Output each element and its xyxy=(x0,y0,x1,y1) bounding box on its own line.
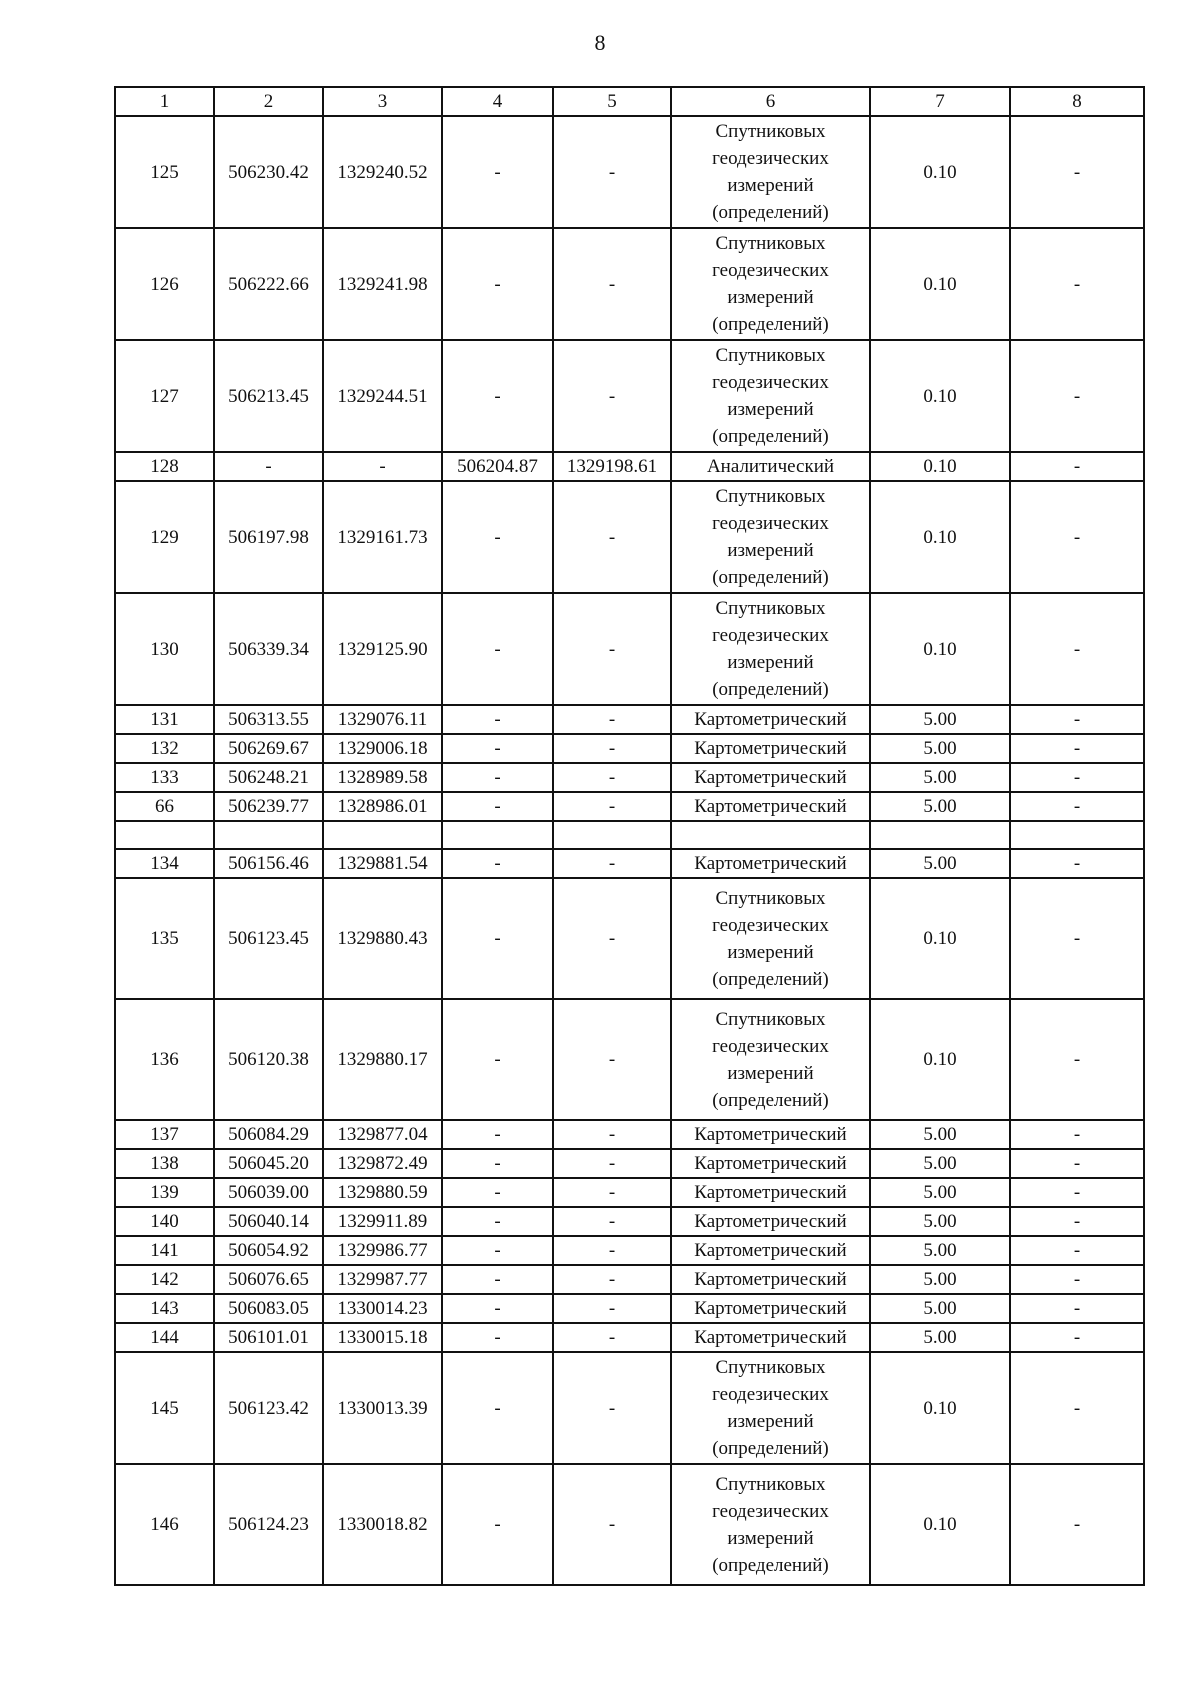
table-row xyxy=(115,734,1144,763)
cell-note: - xyxy=(1010,849,1144,878)
column-header: 6 xyxy=(671,87,870,116)
cell-accuracy: 5.00 xyxy=(870,1149,1010,1178)
cell-new-coord-y: - xyxy=(553,705,671,734)
table-row xyxy=(115,1120,1144,1149)
cell-coord-x: 506269.67 xyxy=(214,734,323,763)
cell-coord-y: 1330013.39 xyxy=(323,1352,442,1464)
cell-accuracy: 5.00 xyxy=(870,734,1010,763)
column-header: 3 xyxy=(323,87,442,116)
cell-new-coord-x: - xyxy=(442,1352,553,1464)
cell-note: - xyxy=(1010,792,1144,821)
cell-new-coord-x: 506204.87 xyxy=(442,452,553,481)
cell-new-coord-y: 1329198.61 xyxy=(553,452,671,481)
cell-accuracy: 5.00 xyxy=(870,792,1010,821)
cell-coord-x: 506101.01 xyxy=(214,1323,323,1352)
cell-accuracy: 5.00 xyxy=(870,763,1010,792)
cell-method: Картометрический xyxy=(671,1323,870,1352)
cell-new-coord-y: - xyxy=(553,1352,671,1464)
cell-method xyxy=(671,821,870,849)
cell-new-coord-x: - xyxy=(442,1149,553,1178)
cell-new-coord-x: - xyxy=(442,1464,553,1585)
column-header: 8 xyxy=(1010,87,1144,116)
table-row xyxy=(115,452,1144,481)
cell-coord-x: 506339.34 xyxy=(214,593,323,705)
table-row xyxy=(115,1236,1144,1265)
cell-note: - xyxy=(1010,1352,1144,1464)
cell-accuracy: 5.00 xyxy=(870,1120,1010,1149)
cell-new-coord-y: - xyxy=(553,734,671,763)
table-row xyxy=(115,1294,1144,1323)
cell-coord-y: 1329880.43 xyxy=(323,878,442,999)
cell-point-number: 140 xyxy=(115,1207,214,1236)
column-header: 4 xyxy=(442,87,553,116)
cell-coord-y: 1328986.01 xyxy=(323,792,442,821)
cell-method: Картометрический xyxy=(671,1265,870,1294)
cell-new-coord-y: - xyxy=(553,1178,671,1207)
cell-point-number: 130 xyxy=(115,593,214,705)
cell-method: Картометрический xyxy=(671,1178,870,1207)
cell-note: - xyxy=(1010,116,1144,228)
cell-coord-x: 506230.42 xyxy=(214,116,323,228)
cell-coord-y xyxy=(323,821,442,849)
cell-note: - xyxy=(1010,878,1144,999)
table-row xyxy=(115,1149,1144,1178)
cell-accuracy: 0.10 xyxy=(870,878,1010,999)
cell-coord-y: 1328989.58 xyxy=(323,763,442,792)
cell-new-coord-x: - xyxy=(442,481,553,593)
cell-new-coord-x: - xyxy=(442,999,553,1120)
cell-new-coord-x: - xyxy=(442,792,553,821)
table-row xyxy=(115,1207,1144,1236)
page-number: 8 xyxy=(594,30,606,55)
cell-new-coord-x: - xyxy=(442,849,553,878)
cell-coord-y: 1329161.73 xyxy=(323,481,442,593)
table-row xyxy=(115,228,1144,340)
cell-new-coord-x: - xyxy=(442,1178,553,1207)
table-row xyxy=(115,481,1144,593)
cell-coord-x: 506123.42 xyxy=(214,1352,323,1464)
cell-coord-y: 1329987.77 xyxy=(323,1265,442,1294)
cell-point-number: 141 xyxy=(115,1236,214,1265)
cell-note: - xyxy=(1010,734,1144,763)
cell-coord-x: 506313.55 xyxy=(214,705,323,734)
table-row xyxy=(115,116,1144,228)
cell-new-coord-x: - xyxy=(442,1120,553,1149)
cell-coord-y: 1329241.98 xyxy=(323,228,442,340)
cell-note: - xyxy=(1010,340,1144,452)
cell-method: Спутниковых геодезических измерений (определений) xyxy=(671,116,870,228)
cell-point-number: 66 xyxy=(115,792,214,821)
cell-new-coord-y: - xyxy=(553,1265,671,1294)
cell-new-coord-y: - xyxy=(553,340,671,452)
cell-point-number: 137 xyxy=(115,1120,214,1149)
cell-accuracy: 0.10 xyxy=(870,593,1010,705)
cell-new-coord-y: - xyxy=(553,849,671,878)
cell-method: Спутниковых геодезических измерений (определений) xyxy=(671,999,870,1120)
cell-method: Аналитический xyxy=(671,452,870,481)
cell-note: - xyxy=(1010,1236,1144,1265)
cell-new-coord-x: - xyxy=(442,228,553,340)
table-row xyxy=(115,1178,1144,1207)
cell-coord-y: 1330018.82 xyxy=(323,1464,442,1585)
cell-note: - xyxy=(1010,1120,1144,1149)
cell-point-number: 144 xyxy=(115,1323,214,1352)
column-header: 1 xyxy=(115,87,214,116)
cell-accuracy: 5.00 xyxy=(870,1236,1010,1265)
cell-point-number: 136 xyxy=(115,999,214,1120)
cell-accuracy: 0.10 xyxy=(870,228,1010,340)
cell-note: - xyxy=(1010,705,1144,734)
cell-new-coord-x: - xyxy=(442,1294,553,1323)
cell-new-coord-x xyxy=(442,821,553,849)
cell-coord-y: 1329006.18 xyxy=(323,734,442,763)
cell-new-coord-x: - xyxy=(442,705,553,734)
cell-point-number: 132 xyxy=(115,734,214,763)
cell-point-number: 142 xyxy=(115,1265,214,1294)
cell-coord-x: 506197.98 xyxy=(214,481,323,593)
cell-method: Спутниковых геодезических измерений (определений) xyxy=(671,878,870,999)
cell-coord-x: 506120.38 xyxy=(214,999,323,1120)
table-row xyxy=(115,878,1144,999)
table-row xyxy=(115,705,1144,734)
cell-note: - xyxy=(1010,1464,1144,1585)
cell-note: - xyxy=(1010,999,1144,1120)
cell-point-number: 143 xyxy=(115,1294,214,1323)
table-row xyxy=(115,1352,1144,1464)
cell-accuracy: 0.10 xyxy=(870,340,1010,452)
cell-new-coord-y: - xyxy=(553,228,671,340)
cell-method: Спутниковых геодезических измерений (определений) xyxy=(671,228,870,340)
cell-method: Картометрический xyxy=(671,1120,870,1149)
cell-point-number: 146 xyxy=(115,1464,214,1585)
cell-note: - xyxy=(1010,1207,1144,1236)
cell-coord-y: 1329872.49 xyxy=(323,1149,442,1178)
cell-coord-y: 1329880.17 xyxy=(323,999,442,1120)
cell-point-number: 138 xyxy=(115,1149,214,1178)
cell-accuracy: 5.00 xyxy=(870,1323,1010,1352)
cell-accuracy: 0.10 xyxy=(870,1352,1010,1464)
cell-method: Спутниковых геодезических измерений (определений) xyxy=(671,1352,870,1464)
table-row xyxy=(115,763,1144,792)
cell-new-coord-y: - xyxy=(553,1149,671,1178)
cell-point-number: 125 xyxy=(115,116,214,228)
table-row xyxy=(115,340,1144,452)
cell-method: Картометрический xyxy=(671,1149,870,1178)
cell-new-coord-x: - xyxy=(442,116,553,228)
cell-point-number: 133 xyxy=(115,763,214,792)
cell-accuracy: 0.10 xyxy=(870,481,1010,593)
cell-note: - xyxy=(1010,593,1144,705)
cell-point-number: 139 xyxy=(115,1178,214,1207)
cell-note: - xyxy=(1010,1294,1144,1323)
cell-coord-x: 506156.46 xyxy=(214,849,323,878)
cell-accuracy: 5.00 xyxy=(870,1207,1010,1236)
cell-point-number: 145 xyxy=(115,1352,214,1464)
cell-new-coord-y: - xyxy=(553,1207,671,1236)
cell-note: - xyxy=(1010,481,1144,593)
cell-accuracy: 0.10 xyxy=(870,452,1010,481)
cell-new-coord-y xyxy=(553,821,671,849)
table-row xyxy=(115,1323,1144,1352)
cell-coord-y: 1329986.77 xyxy=(323,1236,442,1265)
table-row xyxy=(115,1464,1144,1585)
cell-point-number: 127 xyxy=(115,340,214,452)
cell-coord-y: 1329880.59 xyxy=(323,1178,442,1207)
cell-note: - xyxy=(1010,452,1144,481)
cell-accuracy xyxy=(870,821,1010,849)
cell-new-coord-y: - xyxy=(553,1236,671,1265)
cell-coord-y: 1329125.90 xyxy=(323,593,442,705)
cell-new-coord-x: - xyxy=(442,1207,553,1236)
cell-coord-x: 506084.29 xyxy=(214,1120,323,1149)
cell-accuracy: 5.00 xyxy=(870,1294,1010,1323)
cell-accuracy: 5.00 xyxy=(870,1265,1010,1294)
cell-note: - xyxy=(1010,1178,1144,1207)
cell-new-coord-y: - xyxy=(553,878,671,999)
cell-coord-y: 1329911.89 xyxy=(323,1207,442,1236)
cell-new-coord-x: - xyxy=(442,340,553,452)
cell-point-number: 131 xyxy=(115,705,214,734)
cell-accuracy: 0.10 xyxy=(870,1464,1010,1585)
column-header: 2 xyxy=(214,87,323,116)
cell-new-coord-y: - xyxy=(553,593,671,705)
cell-coord-x: 506213.45 xyxy=(214,340,323,452)
table-row xyxy=(115,999,1144,1120)
cell-method: Спутниковых геодезических измерений (определений) xyxy=(671,593,870,705)
cell-coord-x: 506124.23 xyxy=(214,1464,323,1585)
cell-coord-y: 1329076.11 xyxy=(323,705,442,734)
cell-new-coord-x: - xyxy=(442,1265,553,1294)
cell-new-coord-y: - xyxy=(553,999,671,1120)
cell-new-coord-x: - xyxy=(442,593,553,705)
cell-coord-x: 506248.21 xyxy=(214,763,323,792)
table-row xyxy=(115,821,1144,849)
cell-note: - xyxy=(1010,1149,1144,1178)
cell-method: Картометрический xyxy=(671,1236,870,1265)
cell-new-coord-x: - xyxy=(442,878,553,999)
cell-new-coord-y: - xyxy=(553,1294,671,1323)
cell-new-coord-x: - xyxy=(442,1323,553,1352)
cell-coord-y: - xyxy=(323,452,442,481)
table-body xyxy=(115,116,1144,1585)
cell-coord-y: 1330015.18 xyxy=(323,1323,442,1352)
cell-new-coord-y: - xyxy=(553,792,671,821)
cell-method: Картометрический xyxy=(671,792,870,821)
cell-point-number xyxy=(115,821,214,849)
cell-new-coord-x: - xyxy=(442,1236,553,1265)
cell-method: Спутниковых геодезических измерений (определений) xyxy=(671,481,870,593)
cell-point-number: 126 xyxy=(115,228,214,340)
cell-note: - xyxy=(1010,1265,1144,1294)
cell-method: Картометрический xyxy=(671,734,870,763)
header-row xyxy=(115,87,1144,116)
cell-coord-x: - xyxy=(214,452,323,481)
cell-coord-x: 506076.65 xyxy=(214,1265,323,1294)
cell-note: - xyxy=(1010,763,1144,792)
coordinates-table xyxy=(114,86,1145,1586)
cell-coord-x: 506039.00 xyxy=(214,1178,323,1207)
cell-point-number: 128 xyxy=(115,452,214,481)
cell-new-coord-y: - xyxy=(553,1323,671,1352)
cell-new-coord-x: - xyxy=(442,763,553,792)
cell-coord-y: 1329881.54 xyxy=(323,849,442,878)
cell-new-coord-y: - xyxy=(553,1120,671,1149)
cell-accuracy: 5.00 xyxy=(870,1178,1010,1207)
cell-note: - xyxy=(1010,1323,1144,1352)
cell-point-number: 129 xyxy=(115,481,214,593)
table-row xyxy=(115,593,1144,705)
cell-note: - xyxy=(1010,228,1144,340)
cell-coord-x: 506239.77 xyxy=(214,792,323,821)
cell-method: Картометрический xyxy=(671,763,870,792)
cell-point-number: 134 xyxy=(115,849,214,878)
cell-coord-x: 506045.20 xyxy=(214,1149,323,1178)
cell-method: Картометрический xyxy=(671,1207,870,1236)
cell-coord-x: 506123.45 xyxy=(214,878,323,999)
table-row xyxy=(115,1265,1144,1294)
table-row xyxy=(115,849,1144,878)
cell-coord-y: 1329877.04 xyxy=(323,1120,442,1149)
cell-coord-x: 506054.92 xyxy=(214,1236,323,1265)
cell-coord-y: 1329244.51 xyxy=(323,340,442,452)
cell-coord-y: 1330014.23 xyxy=(323,1294,442,1323)
cell-accuracy: 0.10 xyxy=(870,999,1010,1120)
cell-coord-x: 506083.05 xyxy=(214,1294,323,1323)
cell-new-coord-y: - xyxy=(553,1464,671,1585)
cell-new-coord-y: - xyxy=(553,116,671,228)
cell-new-coord-y: - xyxy=(553,481,671,593)
cell-method: Картометрический xyxy=(671,705,870,734)
cell-coord-x xyxy=(214,821,323,849)
cell-accuracy: 5.00 xyxy=(870,705,1010,734)
cell-point-number: 135 xyxy=(115,878,214,999)
column-header: 5 xyxy=(553,87,671,116)
cell-method: Картометрический xyxy=(671,1294,870,1323)
column-header: 7 xyxy=(870,87,1010,116)
cell-method: Картометрический xyxy=(671,849,870,878)
cell-accuracy: 0.10 xyxy=(870,116,1010,228)
table-row xyxy=(115,792,1144,821)
cell-new-coord-y: - xyxy=(553,763,671,792)
cell-accuracy: 5.00 xyxy=(870,849,1010,878)
cell-method: Спутниковых геодезических измерений (определений) xyxy=(671,1464,870,1585)
cell-method: Спутниковых геодезических измерений (определений) xyxy=(671,340,870,452)
cell-coord-x: 506222.66 xyxy=(214,228,323,340)
cell-new-coord-x: - xyxy=(442,734,553,763)
cell-note xyxy=(1010,821,1144,849)
cell-coord-x: 506040.14 xyxy=(214,1207,323,1236)
cell-coord-y: 1329240.52 xyxy=(323,116,442,228)
